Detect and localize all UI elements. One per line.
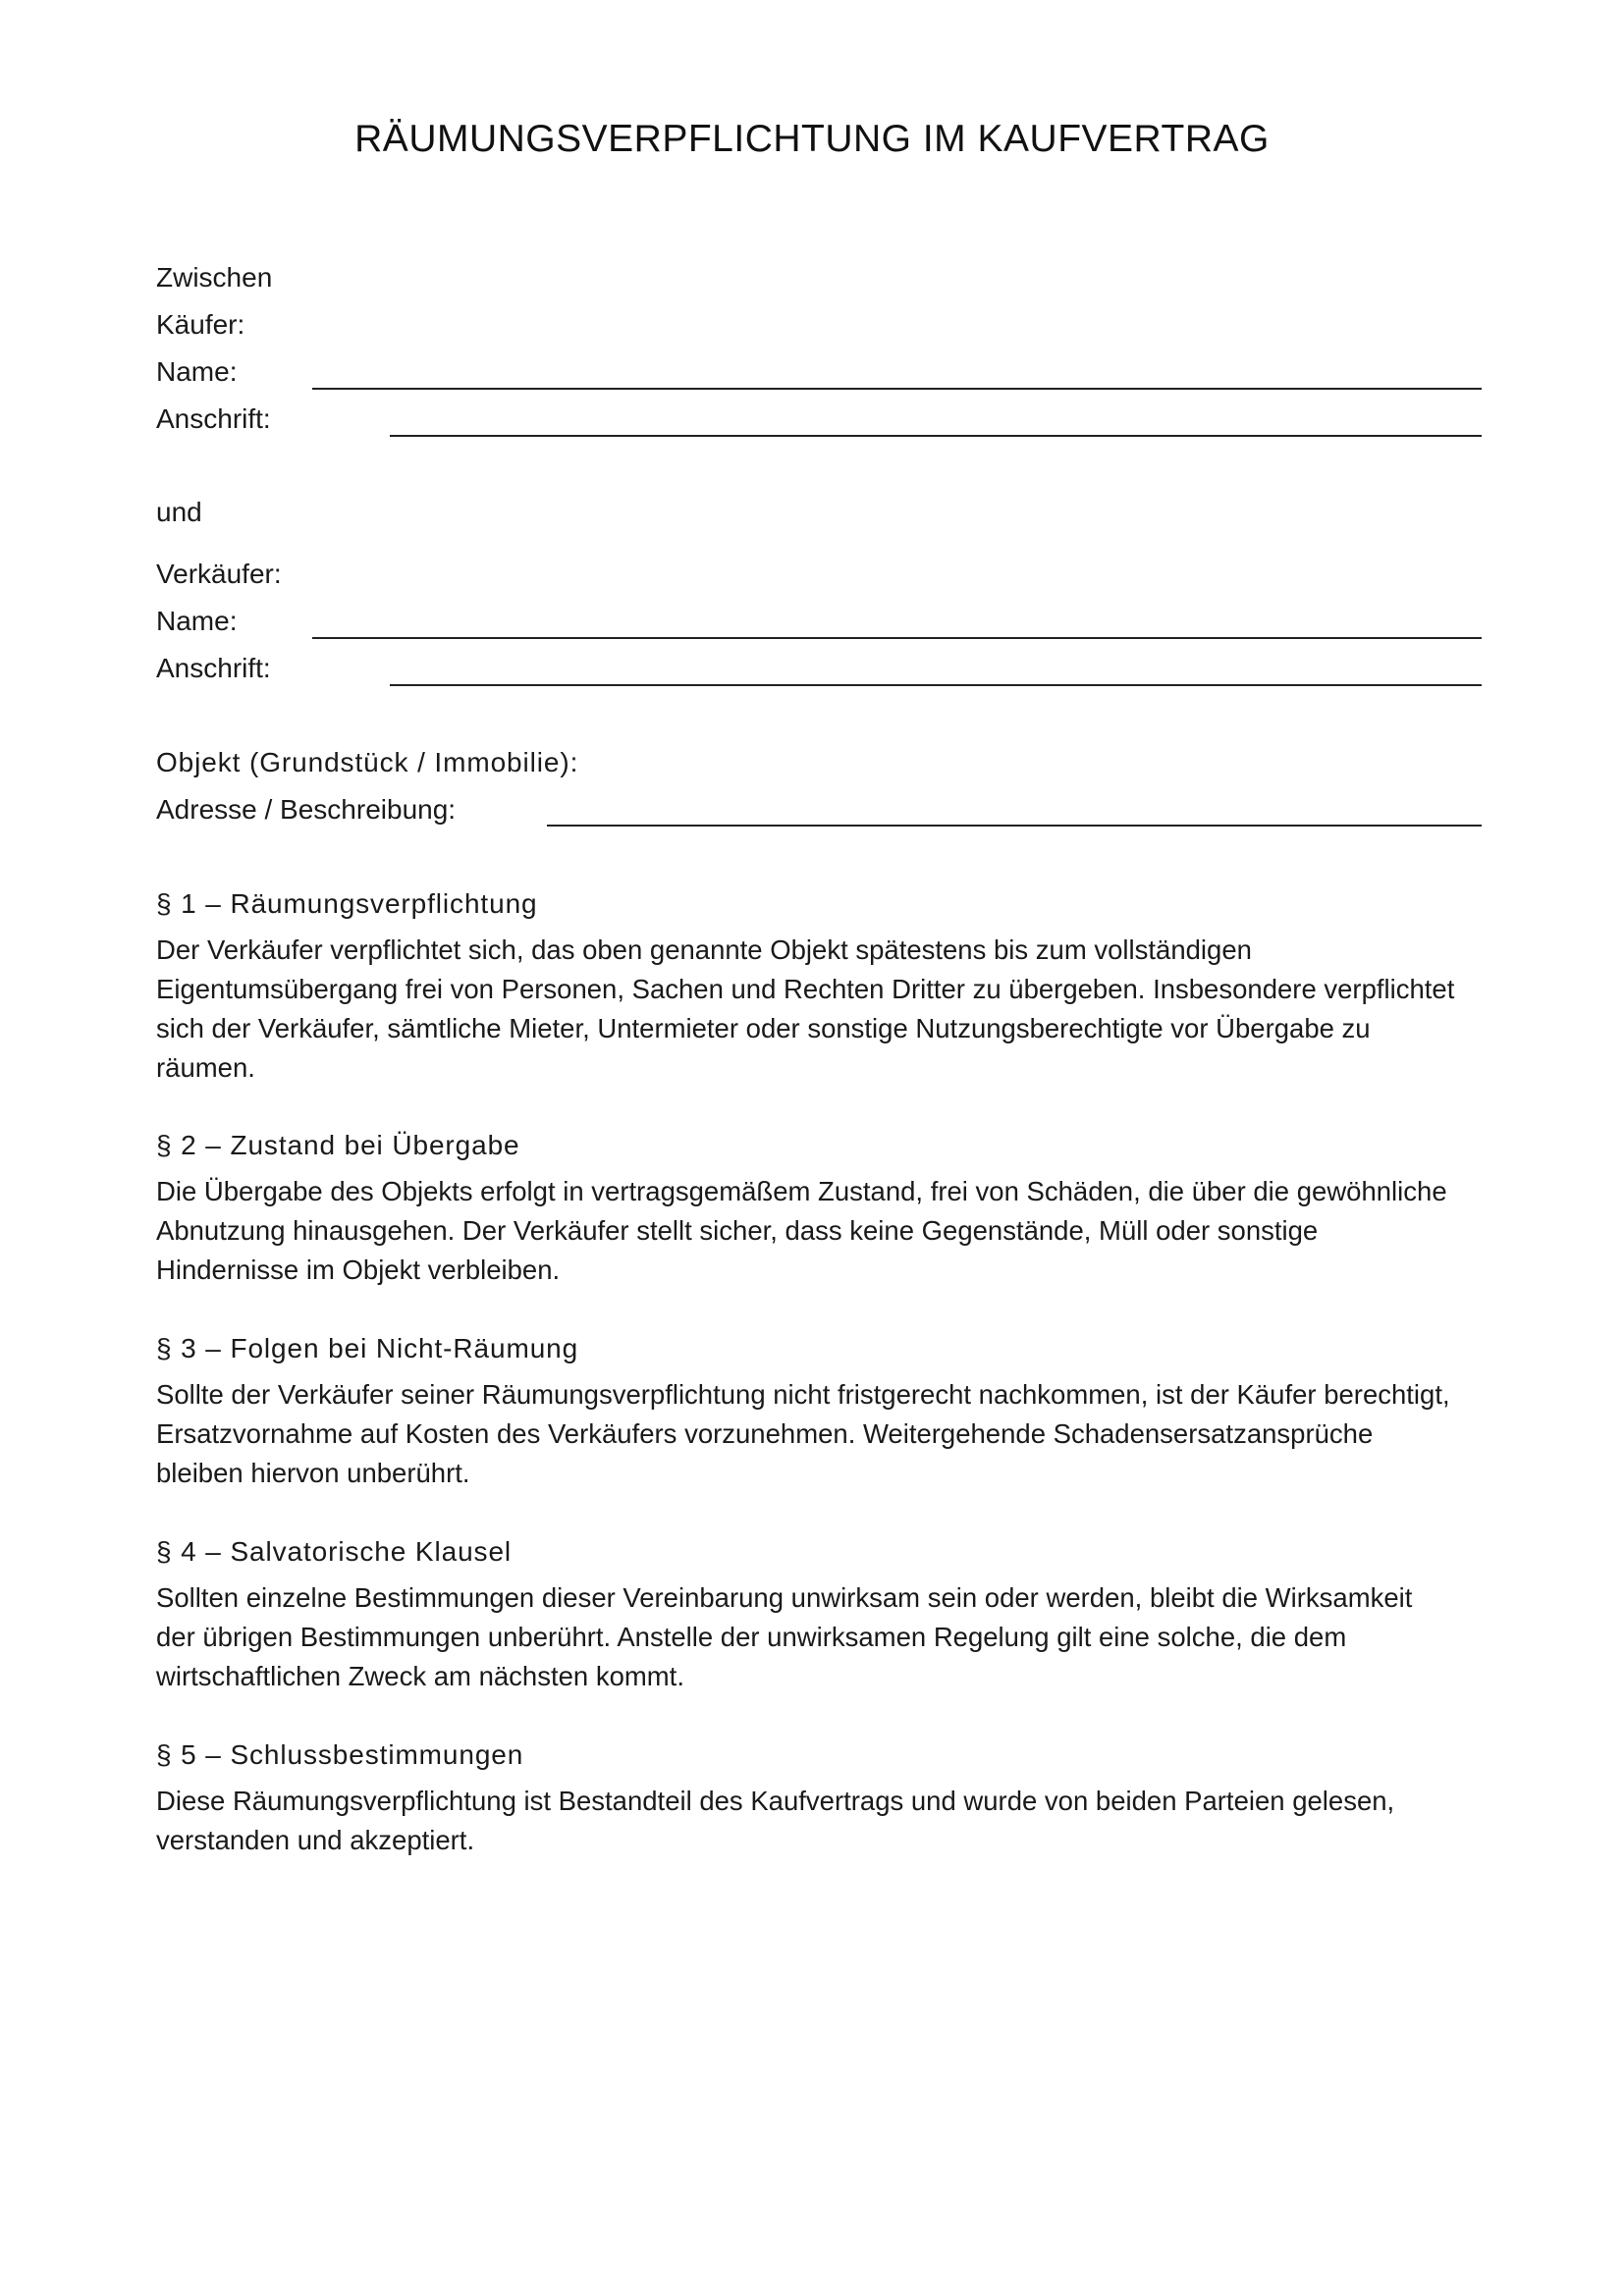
section-line: Abnutzung hinausgehen. Der Verkäufer stellt sicher, dass keine Gegenstände, Müll oder sonstige xyxy=(156,1215,1319,1246)
section-line: sich der Verkäufer, sämtliche Mieter, Untermieter oder sonstige Nutzungsberechtigte vor Übergabe zu xyxy=(156,1013,1371,1043)
section-body xyxy=(156,1782,1491,1860)
buyer-name-field[interactable] xyxy=(312,388,1482,390)
section-line: Der Verkäufer verpflichtet sich, das oben genannte Objekt spätestens bis zum vollständigen xyxy=(156,934,1252,965)
section-line: Sollte der Verkäufer seiner Räumungsverpflichtung nicht fristgerecht nachkommen, ist der Käufer berechtigt, xyxy=(156,1379,1450,1410)
section-heading: § 4 – Salvatorische Klausel xyxy=(156,1536,513,1567)
section-heading: § 2 – Zustand bei Übergabe xyxy=(156,1130,520,1160)
section-line: Sollten einzelne Bestimmungen dieser Vereinbarung unwirksam sein oder werden, bleibt die Wirksamkeit xyxy=(156,1582,1413,1613)
section-line: Die Übergabe des Objekts erfolgt in vertragsgemäßem Zustand, frei von Schäden, die über die gewöhnliche xyxy=(156,1176,1447,1206)
section-heading: § 5 – Schlussbestimmungen xyxy=(156,1739,524,1770)
seller-label: Verkäufer: xyxy=(156,559,282,589)
section-line: Hindernisse im Objekt verbleiben. xyxy=(156,1255,561,1285)
section-body xyxy=(156,931,1491,1088)
object-address-field[interactable] xyxy=(547,825,1482,827)
buyer-label: Käufer: xyxy=(156,309,245,340)
section-line: räumen. xyxy=(156,1052,255,1083)
section-line: Ersatzvornahme auf Kosten des Verkäufers vorzunehmen. Weitergehende Schadensersatzansprüche xyxy=(156,1418,1374,1449)
document-title: RÄUMUNGSVERPFLICHTUNG IM KAUFVERTRAG xyxy=(354,118,1270,160)
section-line: der übrigen Bestimmungen unberührt. Anstelle der unwirksamen Regelung gilt eine solche, die dem xyxy=(156,1622,1347,1652)
section-line: wirtschaftlichen Zweck am nächsten kommt. xyxy=(156,1661,684,1691)
seller-address-field[interactable] xyxy=(390,684,1482,686)
buyer-name-label: Name: xyxy=(156,356,238,387)
seller-name-field[interactable] xyxy=(312,637,1482,639)
section-line: verstanden und akzeptiert. xyxy=(156,1825,475,1855)
section-body xyxy=(156,1375,1491,1493)
seller-name-label: Name: xyxy=(156,606,238,636)
section-line: Eigentumsübergang frei von Personen, Sachen und Rechten Dritter zu übergeben. Insbesondere verpflichtet xyxy=(156,974,1455,1004)
seller-address-label: Anschrift: xyxy=(156,653,271,683)
and-label: und xyxy=(156,497,202,527)
section-line: Diese Räumungsverpflichtung ist Bestandteil des Kaufvertrags und wurde von beiden Parteien gelesen, xyxy=(156,1786,1395,1816)
between-label: Zwischen xyxy=(156,262,273,293)
section-line: bleiben hiervon unberührt. xyxy=(156,1458,470,1488)
buyer-address-field[interactable] xyxy=(390,435,1482,437)
section-body xyxy=(156,1578,1491,1696)
section-heading: § 3 – Folgen bei Nicht-Räumung xyxy=(156,1333,579,1363)
object-address-label: Adresse / Beschreibung: xyxy=(156,794,457,825)
section-body xyxy=(156,1172,1491,1290)
buyer-address-label: Anschrift: xyxy=(156,403,271,434)
object-label: Objekt (Grundstück / Immobilie): xyxy=(156,747,579,777)
section-heading: § 1 – Räumungsverpflichtung xyxy=(156,888,538,919)
